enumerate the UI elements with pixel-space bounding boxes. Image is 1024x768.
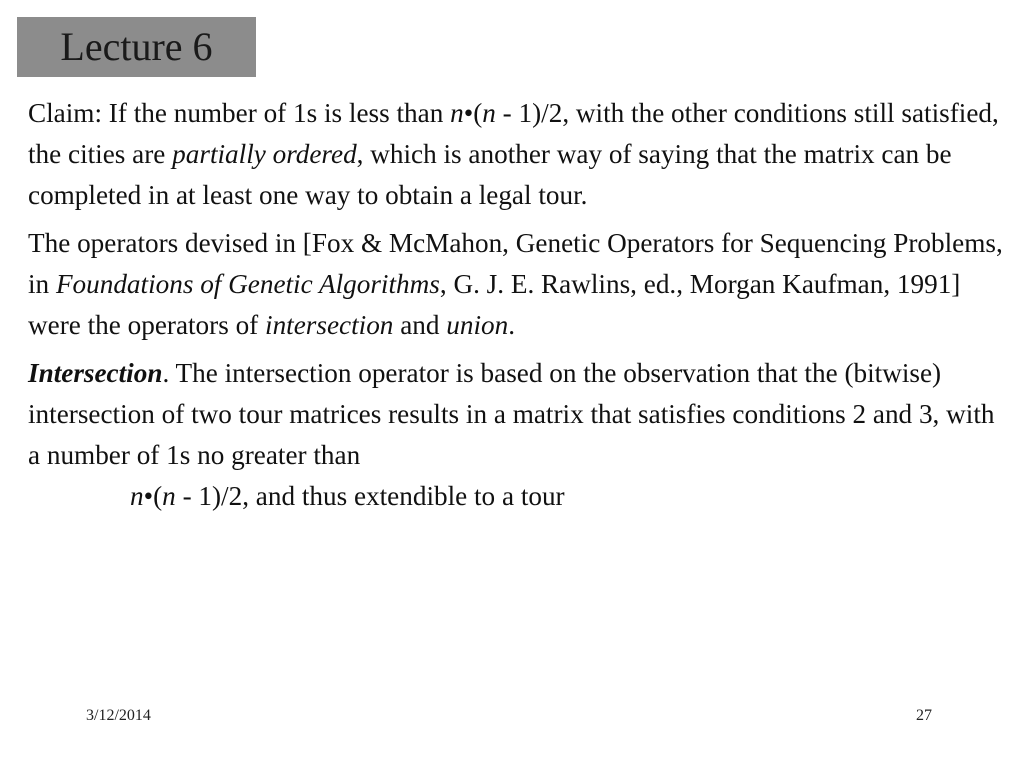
math-variable: n xyxy=(162,481,176,511)
paragraph-intersection xyxy=(28,353,1008,517)
title-box xyxy=(17,17,256,77)
emphasis: union xyxy=(446,310,509,340)
math-variable: n xyxy=(482,98,496,128)
text: . The intersection operator is based on the observation that the (bitwise) intersection of two tour matrices results in a matrix that satisfies conditions 2 and 3, with a number of 1s no greater than xyxy=(28,358,995,470)
text: - 1)/2, and thus extendible to a tour xyxy=(175,481,565,511)
slide-body xyxy=(28,93,1008,524)
text: Claim: If the number of 1s is less than xyxy=(28,98,451,128)
emphasis: intersection xyxy=(265,310,394,340)
text: , G. J. E. Rawlins, ed., Morgan Kaufman, 1991] were the operators of xyxy=(28,269,961,340)
text: The operators devised in [Fox & McMahon, Genetic Operators for Sequencing Problems, in xyxy=(28,228,1003,299)
paragraph-claim xyxy=(28,93,1008,216)
footer-date: 3/12/2014 xyxy=(86,707,151,724)
text: . xyxy=(508,310,515,340)
term-heading: Intersection xyxy=(28,358,163,388)
math-variable: n xyxy=(450,98,464,128)
book-title: Foundations of Genetic Algorithms xyxy=(55,269,440,299)
text: •( xyxy=(143,481,163,511)
emphasis: partially ordered xyxy=(172,139,357,169)
text: and xyxy=(393,310,447,340)
text: •( xyxy=(463,98,483,128)
math-variable: n xyxy=(130,481,144,511)
slide-title: Lecture 6 xyxy=(60,24,213,69)
text: - 1)/2, with the other conditions still satisfied, the cities are xyxy=(28,98,999,169)
text: , which is another way of saying that the matrix can be completed in at least one way to obtain a legal tour. xyxy=(28,139,952,210)
page-number: 27 xyxy=(916,707,932,724)
paragraph-operators xyxy=(28,223,1008,346)
